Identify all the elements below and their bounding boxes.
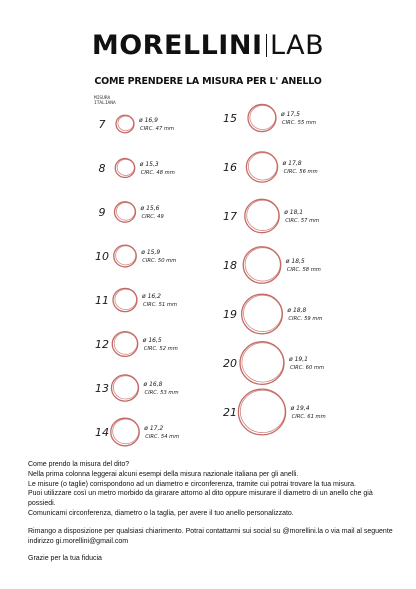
ring-size-number: 11 [95, 294, 109, 307]
ring-diameter: ø 18,5 [285, 258, 305, 265]
ring-size-number: 14 [95, 426, 109, 439]
ring-diameter: ø 18,1 [284, 209, 304, 216]
ring-circumference: CIRC. 49 [141, 214, 164, 220]
ring-circumference: CIRC. 58 mm [286, 267, 321, 273]
instruction-line: Puoi utilizzare così un metro morbido da girarare attorno al dito oppure misurare il diametro di un anello che già possiedi. [28, 490, 373, 508]
ring-circle-inner [116, 203, 135, 221]
ring-circumference: CIRC. 54 mm [145, 434, 180, 440]
instruction-line: Come prendo la misura del dito? [28, 461, 130, 468]
page-title: COME PRENDERE LA MISURA PER L' ANELLO [94, 76, 322, 87]
ring-size-number: 13 [95, 382, 109, 395]
ring-diameter: ø 16,8 [143, 381, 163, 388]
ring-diameter: ø 16,9 [139, 117, 158, 124]
ring-row-right [223, 104, 316, 131]
ring-circle-inner [244, 295, 282, 331]
ring-diameter: ø 16,2 [142, 293, 161, 300]
ring-circle-inner [118, 116, 134, 131]
ring-circumference: CIRC. 60 mm [290, 365, 325, 371]
ring-size-number: 8 [98, 162, 106, 175]
ring-diameter: ø 17,8 [282, 160, 302, 167]
ring-diameter: ø 17,2 [144, 425, 164, 432]
ring-row-left [95, 245, 176, 267]
ring-row-right [223, 294, 322, 334]
ring-circumference: CIRC. 52 mm [143, 346, 178, 352]
ring-circumference: CIRC. 61 mm [291, 414, 326, 420]
ring-size-number: 9 [98, 206, 106, 219]
ring-diameter: ø 19,1 [289, 356, 308, 363]
ring-diameter: ø 15,6 [140, 205, 160, 212]
ring-size-number: 16 [223, 161, 237, 174]
instruction-line: Grazie per la tua fiducia [28, 555, 102, 563]
ring-row-left [95, 288, 177, 311]
instruction-line: Comunicami circonferenza, diametro o la taglia, per avere il tuo anello personalizzato. [28, 509, 294, 517]
ring-circumference: CIRC. 48 mm [140, 170, 175, 176]
ring-size-number: 10 [95, 250, 109, 263]
ring-circumference: CIRC. 53 mm [144, 390, 179, 396]
logo-text-primary: MORELLINI [91, 30, 263, 61]
instructions-text [28, 460, 398, 564]
ring-circle-inner [117, 159, 134, 175]
column-label-line: MISURA [94, 96, 111, 101]
ring-diameter: ø 17,5 [281, 111, 300, 118]
ring-size-number: 7 [98, 118, 106, 131]
ring-diameter: ø 19,4 [290, 405, 310, 412]
ring-row-left [95, 418, 179, 446]
ring-row-right [223, 199, 319, 232]
instruction-line: Nella prima colonna leggerai alcuni esempi della misura nazionale italiana per gli anelli. [28, 470, 299, 478]
ring-circumference: CIRC. 57 mm [285, 218, 320, 224]
ring-size-number: 21 [223, 406, 237, 419]
ring-size-number: 12 [95, 338, 109, 351]
ring-row-left [99, 115, 175, 132]
ring-row-right [223, 247, 321, 283]
ring-diameter: ø 15,9 [141, 249, 161, 256]
ring-circle-inner [247, 200, 279, 230]
ring-circle-inner [115, 289, 137, 309]
instruction-line: Le misure (o taglie) corrispondono ad un diametro e circonferenza, tramite cui potrai trovare la tua misura. [28, 480, 356, 488]
ring-circle-inner [245, 248, 280, 281]
ring-row-left [95, 375, 179, 401]
ring-size-number: 19 [223, 308, 237, 321]
ring-row-left [95, 332, 178, 357]
ring-size-number: 20 [223, 357, 237, 370]
ring-circumference: CIRC. 51 mm [143, 302, 178, 308]
ring-circle-inner [250, 105, 276, 129]
ring-circumference: CIRC. 56 mm [283, 169, 318, 175]
ring-circumference: CIRC. 50 mm [142, 258, 177, 264]
ring-size-number: 15 [223, 112, 237, 125]
ring-circle-inner [242, 343, 284, 382]
ring-row-right [223, 342, 324, 385]
paragraph-gap [28, 519, 398, 527]
column-label-line: ITALIANA [94, 101, 116, 106]
paragraph-gap [28, 546, 398, 554]
ring-circle-inner [116, 246, 136, 265]
ring-circumference: CIRC. 59 mm [288, 316, 323, 322]
ring-row-left [99, 159, 175, 178]
ring-size-number: 17 [223, 210, 237, 223]
ring-size-number: 18 [223, 259, 237, 272]
ring-circumference: CIRC. 55 mm [282, 120, 317, 126]
ring-row-left [99, 202, 164, 222]
logo-text-secondary: LAB [270, 30, 325, 61]
instruction-line: Rimango a disposizione per qualsiasi chiarimento. Potrai contattarmi sui social su @morellini.la o via mail al seguente indirizzo gi.morellini@gmail.com [28, 527, 393, 545]
ring-diameter: ø 15,3 [139, 161, 159, 168]
ring-circle-inner [114, 332, 137, 354]
ring-circle-inner [248, 153, 277, 180]
ring-row-right [223, 152, 318, 182]
ring-circle-inner [240, 390, 285, 432]
ring-circumference: CIRC. 47 mm [140, 126, 175, 132]
ring-row-right [223, 389, 326, 435]
ring-circle-inner [113, 376, 138, 399]
ring-circle-inner [113, 419, 139, 444]
ring-diameter: ø 18,8 [287, 307, 307, 314]
ring-diameter: ø 16,5 [142, 337, 162, 344]
